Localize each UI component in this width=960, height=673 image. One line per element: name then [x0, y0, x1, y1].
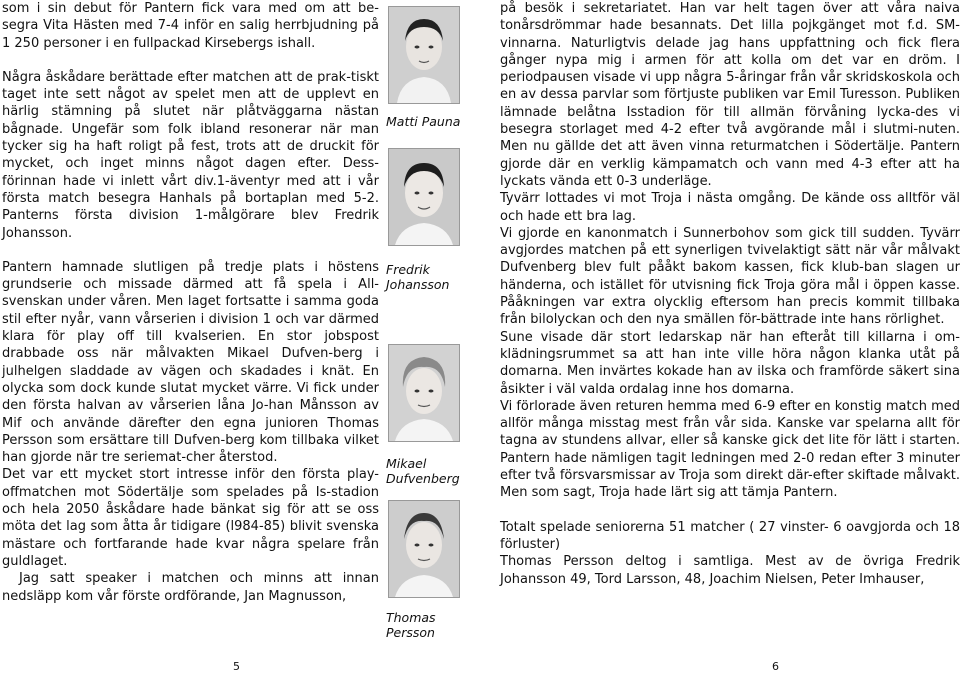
caption-line: Thomas: [386, 610, 436, 625]
portrait-photo-fredrik-johansson: [388, 148, 460, 246]
caption-photo-2: [386, 262, 476, 292]
left-paragraph-4: Det var ett mycket stort intresse inför den första play-offmatchen mot Södertälje som spelades på Is-stadion och hela 2050 åskådare hade bänkat sig för att se oss möta det lag som åtta år tidigare (l984-85) blivit svenska mästare och fortfarande hade kvar några spelare från guldlaget.: [2, 467, 379, 569]
left-paragraph-2: Några åskådare berättade efter matchen att de prak-tiskt taget inte sett något av spelet men att de upplevt en härlig stämning på slutet när plåtväggarna nästan bågnade. Ungefär som folk ibland resonerar när man tycker sig ha haft roligt på fest, trots att de druckit för mycket, och inget minns något dagen efter. Dess-förinnan hade vi inlett vårt div.1-äventyr med att i vår första match besegra Hanhals på bortaplan med 5-2. Panterns första division 1-målgörare blev Fredrik Johansson.: [2, 69, 379, 241]
right-column: [500, 0, 960, 588]
caption-line: Persson: [386, 625, 435, 640]
left-column: [2, 0, 379, 605]
caption-photo-1: Matti Pauna: [386, 114, 461, 129]
spacer: [2, 52, 379, 69]
right-paragraph-2: Tyvärr lottades vi mot Troja i nästa omgång. De kände oss alltför väl och hade ett bra lag.: [500, 191, 960, 224]
caption-photo-3: [386, 456, 476, 486]
portrait-photo-matti-pauna: [388, 6, 460, 104]
portrait-photo-mikael-dufvenberg: [388, 344, 460, 442]
caption-line: Dufvenberg: [386, 471, 460, 486]
page-number-left: 5: [233, 660, 240, 673]
portrait-icon: [389, 7, 459, 103]
left-paragraph-3: Pantern hamnade slutligen på tredje plats i höstens grundserie och missade därmed att få spela i All-svenskan under våren. Men laget fortsatte i samma goda stil efter nyår, vann vårserien i division 1 och var därmed klara för play off till kvalserien. En stor jobspost drabbade oss när målvakten Mikael Dufven-berg i julhelgen sladdade av vägen och skadades i knät. En olycka som dock kunde slutat mycket värre. Vi fick under den första halvan av vårserien låna Jo-han Månsson av Mif och använde därefter den egna junioren Thomas Persson som ersättare till Dufven-berg kom tillbaka vilket han gjorde när tre seriemat-cher återstod.: [2, 259, 379, 466]
portrait-icon: [389, 501, 459, 597]
spacer: [500, 502, 960, 519]
right-paragraph-5: Vi förlorade även returen hemma med 6-9 efter en konstig match med allför många misstag mest från vår sida. Kanske var spelarna allt för tagna av stundens allvar, eller så kanske gick det lite för lätt i starten. Pantern hade nämligen tagit ledningen med 2-0 redan efter 3 minuter efter två försvarsmissar av Troja som direkt där-efter skiftade målvakt. Men som sagt, Troja hade lärt sig att tämja Pantern.: [500, 398, 960, 501]
portrait-photo-thomas-persson: [388, 500, 460, 598]
right-paragraph-1: på besök i sekretariatet. Han var helt tagen över att våra naiva tonårsdrömmar hade besannats. Det lilla pojkgänget mot f.d. SM-vinnarna. Naturligtvis delade jag hans uppfattning och fick flera gånger nypa mig i armen för att kolla om det var en dröm. I periodpausen visade vi upp några 5-åringar från vår skridskoskola och en av dessa parvlar som förtjuste publiken var Emil Turesson. Publiken lämnade belåtna Isstadion för till allmän förvåning lycka-des vi besegra storlaget med 4-2 efter två avgörande mål i slutmi-nuten. Men nu gällde det att även vinna returmatchen i Södertälje. Pantern gjorde där en verklig kämpamatch och vann med 4-3 efter att ha lyckats vända ett 0-3 underläge.: [500, 1, 960, 189]
left-paragraph-1: som i sin debut för Pantern fick vara med om att be-segra Vita Hästen med 7-4 inför en salig herrbjudning på 1 250 personer i en fullpackad Kirsebergs ishall.: [2, 1, 379, 51]
left-paragraph-5: Jag satt speaker i matchen och minns att innan nedsläpp kom vår förste ordförande, Jan Magnusson,: [2, 571, 379, 604]
caption-line: Fredrik: [386, 262, 430, 277]
right-paragraph-7: Thomas Persson deltog i samtliga. Mest av de övriga Fredrik Johansson 49, Tord Larsson, 48, Joachim Nielsen, Peter Imhauser,: [500, 554, 960, 587]
right-paragraph-4: Sune visade där stort ledarskap när han efteråt till killarna i om-klädningsrummet sa att han inte ville höra någon klanka utåt på domarna. Men invärtes kokade han av ilska och framförde säkert sina åsikter i väl valda ordalag inne hos domarna.: [500, 329, 960, 397]
page-number-right: 6: [772, 660, 779, 673]
portrait-icon: [389, 149, 459, 245]
caption-line: Johansson: [386, 277, 450, 292]
portrait-icon: [389, 345, 459, 441]
caption-line: Mikael: [386, 456, 427, 471]
spacer: [2, 242, 379, 259]
right-paragraph-3: Vi gjorde en kanonmatch i Sunnerbohov som gick till sudden. Tyvärr avgjordes matchen på ett synerligen tvivelaktigt sätt när vår målvakt Dufvenberg blev fult pååkt bakom kassen, fick klub-ban slagen ur händerna, och istället för utvisning fick Troja göra mål i öppen kasse. Pååkningen var extra olycklig eftersom han precis kommit tillbaka från bilolyckan och den nya smällen för-bättrade inte hans rörlighet.: [500, 225, 960, 328]
right-paragraph-6: Totalt spelade seniorerna 51 matcher ( 27 vinster- 6 oavgjorda och 18 förluster): [500, 519, 960, 552]
caption-photo-4: [386, 610, 476, 640]
